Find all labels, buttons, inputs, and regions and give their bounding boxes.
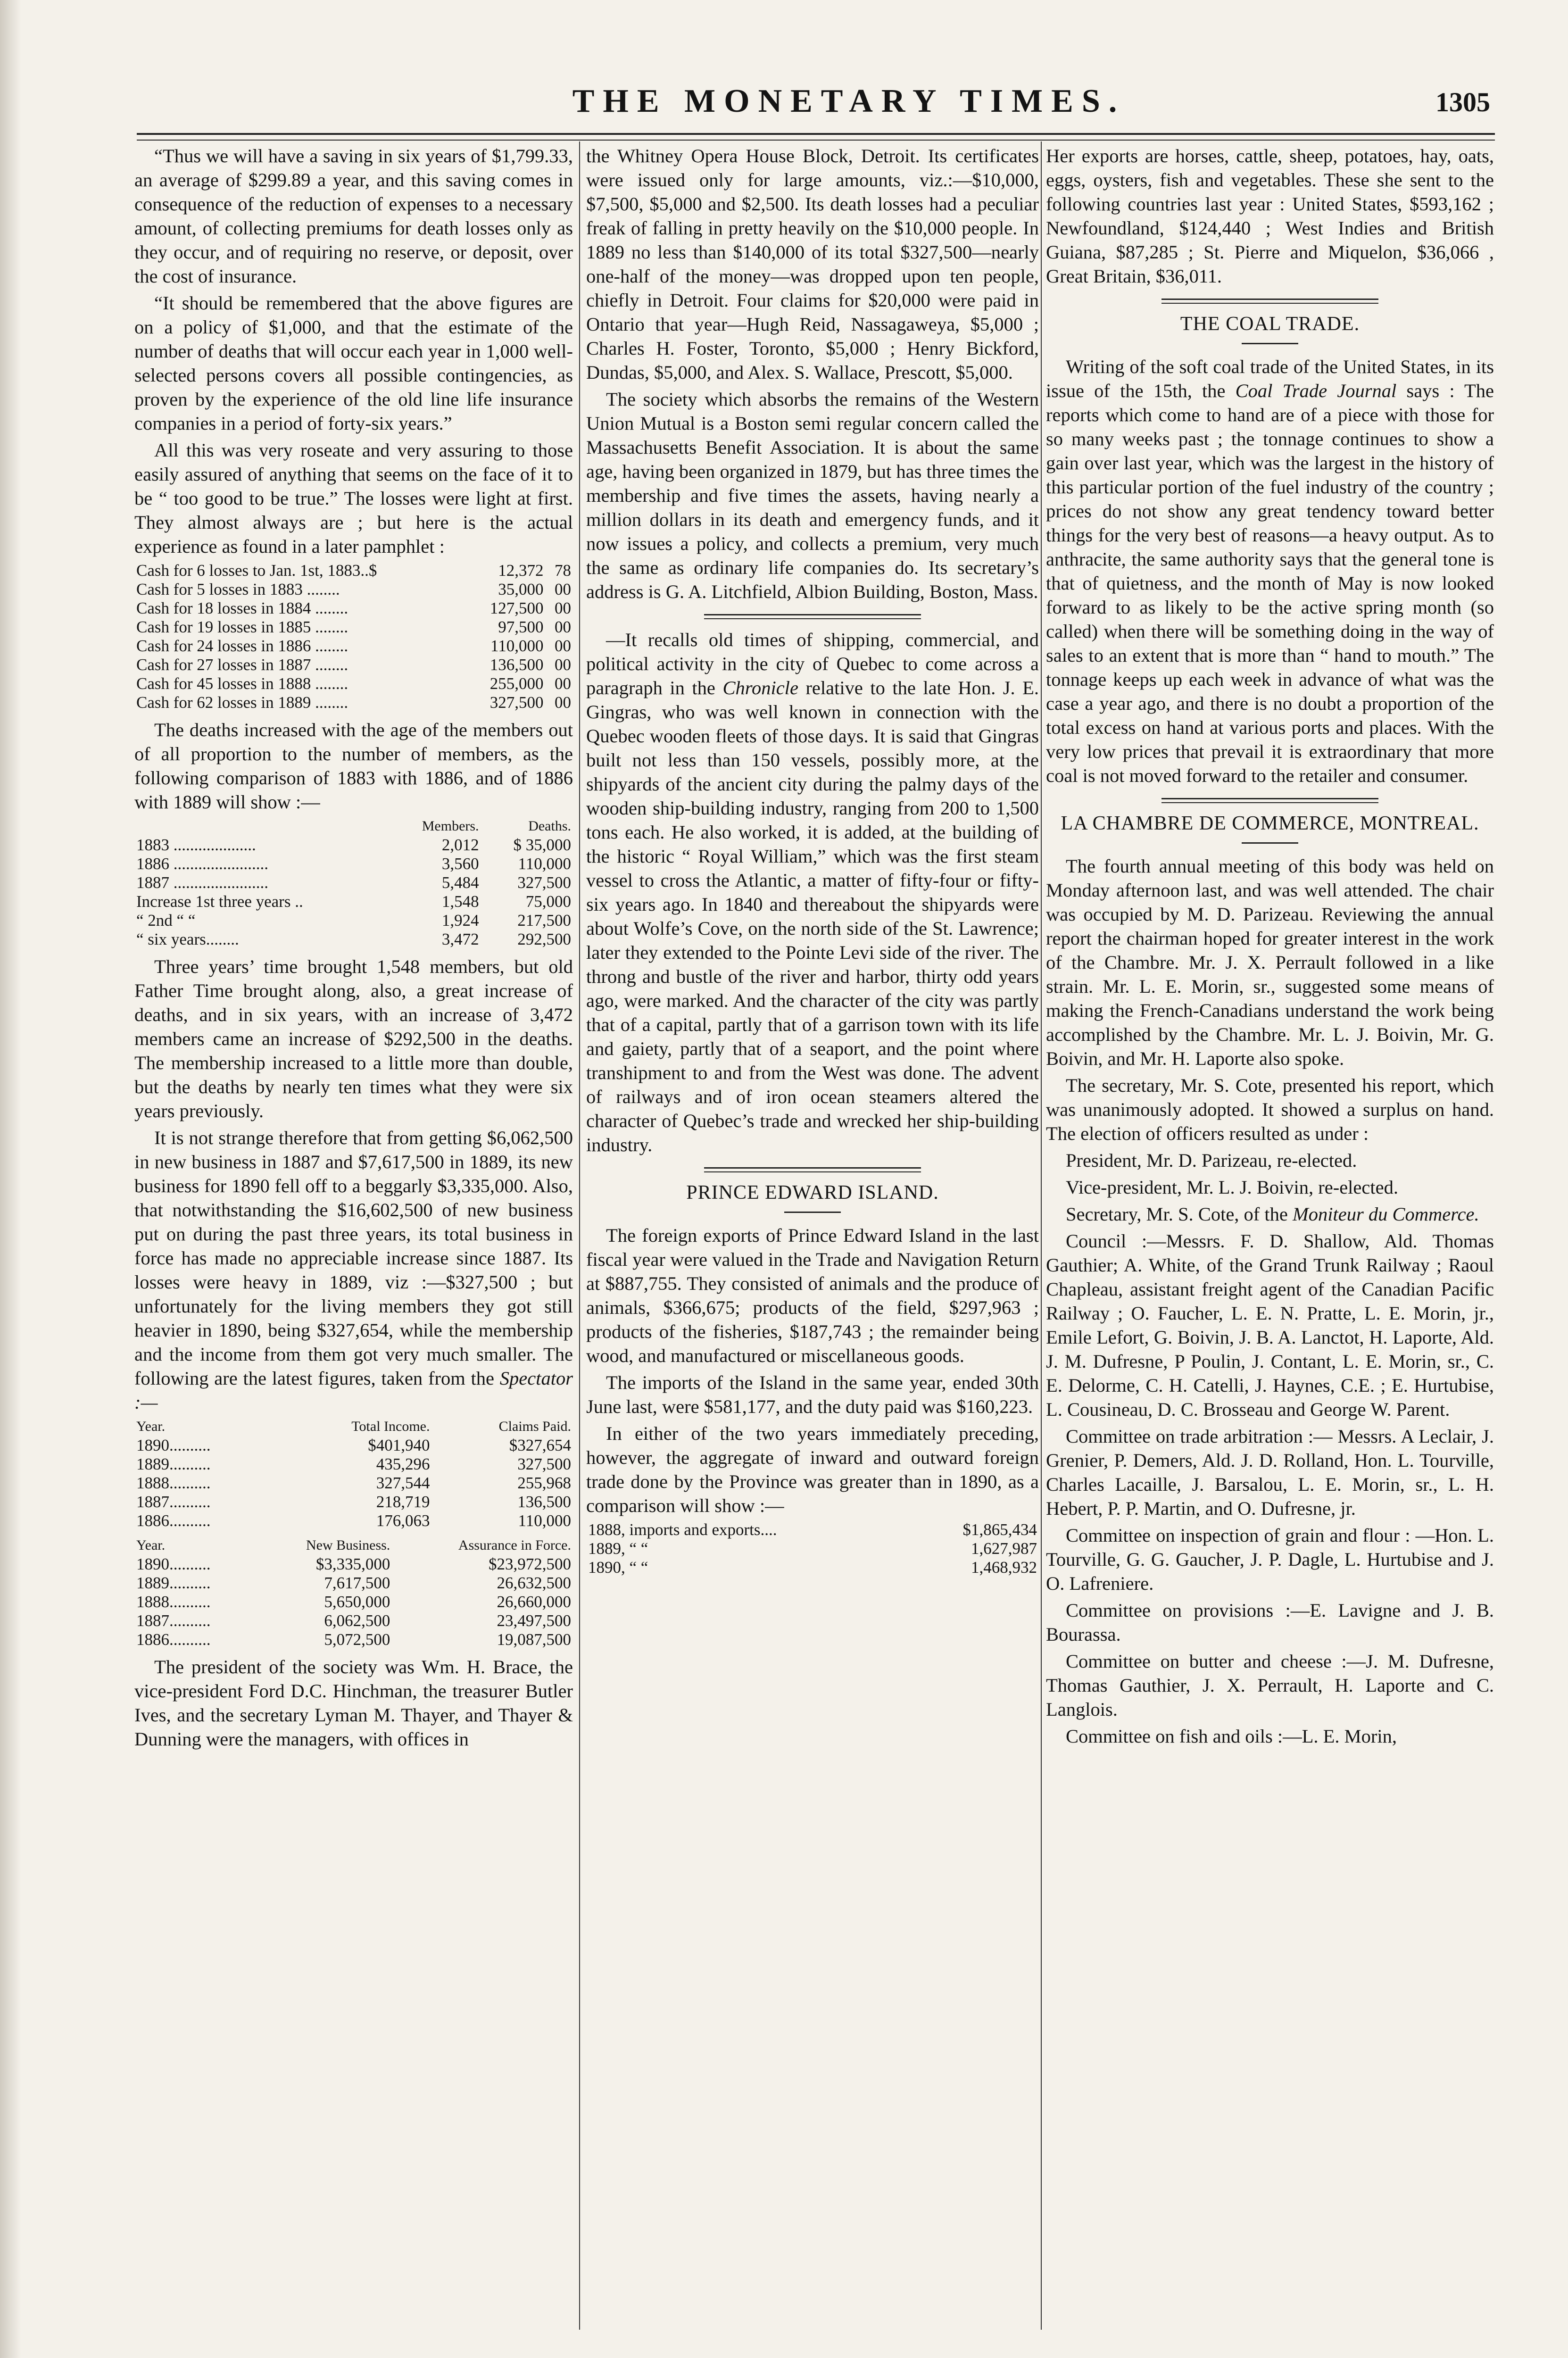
table-cell: 110,000 [518,855,571,873]
section-title: THE COAL TRADE. [1180,313,1360,335]
paragraph: The president of the society was Wm. H. Brace, the vice-president Ford D.C. Hinchman, the treasurer Butler Ives, and the secretary Lyman M. Thayer, and Thayer & Dunning were the managers, with offices in [134,1656,573,1750]
table-row [586,1539,1039,1558]
table-row [134,1436,573,1455]
header-rule [137,133,1495,141]
section-divider [1161,798,1378,803]
table-cell: $23,972,500 [489,1555,571,1573]
column-1 [134,144,573,1754]
table-row [134,1593,573,1611]
table-row [134,618,573,637]
column-header: Year. [136,1537,166,1553]
paragraph [134,1126,573,1414]
table-cell: 136,500 [489,656,544,674]
table-row [586,1558,1039,1577]
table-row [134,1511,573,1530]
section-title: LA CHAMBRE DE COMMERCE, MONTREAL. [1061,813,1479,834]
table-row [134,1611,573,1630]
table-cell: 327,500 [517,1455,571,1473]
table-cell: 1889, “ “ [588,1539,648,1558]
paragraph: “It should be remembered that the above figures are on a policy of $1,000, and that the estimate of the number of deaths that will occur each year in 1,000 well-selected persons covers all possible contingencies, as proven by the experience of the old line life insurance companies in a period of forty-six years.” [134,292,573,434]
column-header: New Business. [306,1537,390,1553]
paragraph-text: Writing of the soft coal trade of the United States, in its issue of the 15th, the [1046,356,1494,401]
table-cell: 1888, imports and exports.... [588,1520,777,1539]
table-cell: 1,548 [441,892,479,911]
table-cell: 00 [555,618,571,636]
paragraph: Committee on provisions :—E. Lavigne and J. B. Bourassa. [1046,1600,1494,1645]
table-row [134,911,573,930]
table-row [134,892,573,911]
table-cell: Cash for 19 losses in 1885 ........ [136,618,348,636]
table-cell: 35,000 [498,580,544,598]
column-header: Deaths. [528,818,571,834]
table-cell: 00 [555,637,571,655]
paragraph: Committee on butter and cheese :—J. M. Dufresne, Thomas Gauthier, J. X. Perrault, H. Laporte and C. Langlois. [1046,1651,1494,1720]
table-cell: 5,072,500 [324,1630,390,1649]
table-cell: 1889.......... [136,1574,211,1592]
table-cell: 1888.......... [136,1593,211,1611]
paragraph-text: It is not strange therefore that from getting $6,062,500 in new business in 1887 and $7,617,500 in 1889, its new business for 1890 fell off to a beggarly $3,335,000. Also, that notwithstanding the $16,602,500 of new business put on during the past three years, its total business in force has made no appreciable increase since 1887. Its losses were heavy in 1889, viz :—$327,500 ; but unfortunately for the living members they got still heavier in 1890, being $327,654, while the membership and the income from them got very much smaller. The following are the latest figures, taken from the [134,1127,573,1389]
column-header: Claims Paid. [498,1419,571,1434]
table-cell: 255,968 [517,1474,571,1492]
business-table [134,1536,573,1649]
paragraph [1046,355,1494,788]
paragraph: The foreign exports of Prince Edward Island in the last fiscal year were valued in the Trade and Navigation Return at $887,755. They consisted of animals and the produce of animals, $366,675; products of the field, $297,963 ; products of the fisheries, $187,743 ; the remainder being wood, and manufactured or miscellaneous goods. [586,1225,1039,1366]
table-row [134,599,573,618]
publication-name: Coal Trade Journal [1235,380,1397,401]
table-cell: 217,500 [517,911,571,930]
table-cell: 23,497,500 [497,1611,571,1630]
table-row [134,637,573,656]
table-cell: Cash for 18 losses in 1884 ........ [136,599,348,617]
table-row [134,693,573,712]
table-cell: 3,472 [441,930,479,948]
paragraph: Council :—Messrs. F. D. Shallow, Ald. Thomas Gauthier; A. White, of the Grand Trunk Railway ; Raoul Chapleau, assistant freight agent of the Canadian Pacific Railway ; O. Faucher, L. E. N. Pratte, L. E. Morin, jr., Emile Lefort, G. Boivin, J. B. A. Lanctot, H. Laporte, Ald. J. M. Dufresne, P Poulin, J. Contant, L. E. Morin, sr., C. E. Delorme, C. H. Catelli, J. Haynes, C.E. ; E. Hurtubise, L. Cousineau, D. C. Brosseau and George W. Parent. [1046,1230,1494,1420]
paragraph: Committee on trade arbitration :— Messrs. A Leclair, J. Grenier, P. Demers, Ald. J. D. Rolland, Hon. L. Tourville, Charles Lacaille, J. Barsalou, L. E. Morin, sr., L. H. Hebert, P. P. Martin, and O. Dufresne, jr. [1046,1426,1494,1519]
table-cell: 1890.......... [136,1555,211,1573]
paragraph: The fourth annual meeting of this body was held on Monday afternoon last, and was well attended. The chair was occupied by M. D. Parizeau. Reviewing the annual report the chairman hoped for greater interest in the work of the Chambre. Mr. J. X. Perrault followed in a like strain. Mr. L. E. Morin, sr., suggested some means of making the French-Canadians understand the work being accomplished by the Chambre. Mr. L. J. Boivin, Mr. G. Boivin, and Mr. H. Laporte also spoke. [1046,855,1494,1069]
table-cell: 26,660,000 [497,1593,571,1611]
title-rule [1242,842,1298,844]
table-cell: 00 [555,674,571,693]
column-header: Members. [422,818,479,834]
table-cell: 218,719 [376,1493,430,1511]
trade-table [586,1520,1039,1577]
paragraph: The society which absorbs the remains of the Western Union Mutual is a Boston semi regular concern called the Massachusetts Benefit Association. It is about the same age, having been organized in 1879, but has three times the membership and five times the assets, having nearly a million dollars in its death and emergency funds, and it now issues a policy, and collects a premium, very much the same as ordinary life companies do. Its secretary’s address is G. A. Litchfield, Albion Building, Boston, Mass. [586,389,1039,602]
paragraph: the Whitney Opera House Block, Detroit. Its certificates were issued only for large amounts, viz.:—$10,000, $7,500, $5,000 and $2,500. Its death losses had a peculiar freak of falling in pretty heavily on the $10,000 people. In 1889 no less than $140,000 of its total $327,500—nearly one-half of the money—was dropped upon ten people, chiefly in Detroit. Four claims for $20,000 were paid in Ontario that year—Hugh Reid, Nassagaweya, $5,000 ; Charles H. Foster, Toronto, $5,000 ; Henry Bickford, Dundas, $5,000, and Alex. S. Wallace, Prescott, $5,000. [586,145,1039,383]
paragraph-text: Secretary, Mr. S. Cote, of the [1066,1204,1288,1225]
paragraph: Vice-president, Mr. L. J. Boivin, re-elected. [1066,1177,1398,1198]
table-cell: 26,632,500 [497,1574,571,1592]
table-cell: $ 35,000 [513,836,571,854]
table-row [134,836,573,855]
table-cell: 1890, “ “ [588,1558,648,1577]
paragraph: All this was very roseate and very assuring to those easily assured of anything that seems on the face of it to be “ too good to be true.” The losses were light at first. They almost always are ; but here is the actual experience as found in a later pamphlet : [134,440,573,557]
table-cell: Cash for 62 losses in 1889 ........ [136,693,348,712]
table-cell: Cash for 5 losses in 1883 ........ [136,580,340,598]
table-row [134,1455,573,1474]
table-row [134,1574,573,1593]
table-row [134,674,573,693]
table-row [134,561,573,580]
table-row [134,1474,573,1493]
table-cell: 1888.......... [136,1474,211,1492]
table-cell: 1,627,987 [971,1539,1037,1558]
table-cell: 1883 .................... [136,836,256,854]
publication-name: Chronicle [722,677,798,698]
table-cell: 75,000 [525,892,571,911]
table-cell: 255,000 [489,674,544,693]
table-cell: 19,087,500 [497,1630,571,1649]
paragraph: In either of the two years immediately preceding, however, the aggregate of inward and outward foreign trade done by the Province was greater than in 1890, as a comparison will show :— [586,1423,1039,1516]
table-row [134,873,573,892]
table-row [134,1493,573,1511]
table-cell: “ 2nd “ “ [136,911,196,930]
paragraph: “Thus we will have a saving in six years of $1,799.33, an average of $299.89 a year, and this saving comes in consequence of the reduction of expenses to a necessary amount, of collecting premiums for death losses only as they occur, and of requiring no reserve, or deposit, over the cost of insurance. [134,145,573,287]
table-cell: 176,063 [376,1511,430,1530]
column-2 [586,144,1039,1583]
paragraph [586,628,1039,1157]
table-cell: 5,484 [441,873,479,892]
paragraph: The deaths increased with the age of the members out of all proportion to the number of members, as the following comparison of 1883 with 1886, and of 1886 with 1889 will show :— [134,719,573,813]
table-cell: 1886.......... [136,1630,211,1649]
members-deaths-table [134,817,573,949]
table-cell: 327,544 [376,1474,430,1492]
column-divider [1041,141,1042,2330]
table-cell: $1,865,434 [962,1520,1037,1539]
table-cell: 2,012 [441,836,479,854]
table-cell: 136,500 [517,1493,571,1511]
table-cell: 110,000 [490,637,544,655]
table-cell: $401,940 [368,1436,430,1454]
table-cell: “ six years........ [136,930,239,948]
table-cell: 1889.......... [136,1455,211,1473]
page-header [127,83,1509,130]
column-3 [1046,144,1494,1751]
table-row [134,855,573,873]
title-rule [1242,343,1298,344]
paragraph-text: —It recalls old times of shipping, commercial, and political activity in the city of Quebec to come across a paragraph in the [586,629,1039,698]
paragraph: Committee on inspection of grain and flour : —Hon. L. Tourville, G. G. Gaucher, J. P. Dagle, L. Hurtubise and J. O. Lafreniere. [1046,1525,1494,1594]
table-cell: 3,560 [441,855,479,873]
column-header: Year. [136,1419,166,1434]
paragraph: Three years’ time brought 1,548 members, but old Father Time brought along, also, a great increase of deaths, and in six years, with an increase of 3,472 members came an increase of $292,500 in the deaths. The membership increased to a little more than double, but the deaths by nearly ten times what they were six years previously. [134,956,573,1121]
paragraph-text: relative to the late Hon. J. E. Gingras, who was well known in connection with the Quebec wooden fleets of those days. It is said that Gingras built not less than 150 vessels, possibly more, at the shipyards of the ancient city during the palmy days of the wooden ship-building industry, ranging from 200 to 1,500 tons each. He also worked, it is added, at the building of the historic “ Royal William,” which was the first steam vessel to cross the Atlantic, a matter of fifty-four or fifty-six years ago. In 1840 and thereabout the shipyards were about Wolfe’s Cove, on the north side of the St. Lawrence; later they extended to the Pointe Levi side of the river. The throng and bustle of the river and harbor, thirty odd years ago, were marked. And the character of the city was partly that of a capital, partly that of a garrison town with its life and gaiety, partly that of a seaport, and the point where transhipment to and from the West was done. The advent of railways and of iron ocean steamers altered the character of Quebec’s trade and wrecked her ship-building industry. [586,677,1039,1155]
table-cell: Cash for 6 losses to Jan. 1st, 1883..$ [136,561,377,580]
table-cell: 00 [555,599,571,617]
paragraph: Committee on fish and oils :—L. E. Morin, [1066,1726,1397,1747]
table-row [134,656,573,674]
section-divider [704,1167,921,1172]
table-cell: 1890.......... [136,1436,211,1454]
section-title: PRINCE EDWARD ISLAND. [686,1182,939,1204]
column-header: Assurance in Force. [458,1537,571,1553]
table-cell: 435,296 [376,1455,430,1473]
page-number: 1305 [1435,87,1490,117]
table-row [134,580,573,599]
paragraph: The imports of the Island in the same year, ended 30th June last, were $581,177, and the duty paid was $160,223. [586,1372,1039,1417]
table-cell: Cash for 24 losses in 1886 ........ [136,637,348,655]
table-cell: $327,654 [509,1436,571,1454]
table-cell: 327,500 [489,693,544,712]
paragraph: The secretary, Mr. S. Cote, presented his report, which was unanimously adopted. It showed a surplus on hand. The election of officers resulted as under : [1046,1075,1494,1144]
table-cell: 327,500 [517,873,571,892]
table-cell: 5,650,000 [324,1593,390,1611]
paragraph [1046,1202,1494,1226]
table-row [586,1520,1039,1539]
table-cell: 12,372 [498,561,544,580]
table-cell: 110,000 [518,1511,571,1530]
table-row [134,1630,573,1649]
paragraph: President, Mr. D. Parizeau, re-elected. [1066,1150,1357,1171]
section-divider [1161,299,1378,304]
table-cell: 1887.......... [136,1611,211,1630]
table-cell: 00 [555,656,571,674]
table-cell: 00 [555,580,571,598]
paragraph: Her exports are horses, cattle, sheep, potatoes, hay, oats, eggs, oysters, fish and vegetables. These she sent to the following countries last year : United States, $593,162 ; Newfoundland, $124,440 ; West Indies and British Guiana, $87,285 ; St. Pierre and Miquelon, $36,066 , Great Britain, $36,011. [1046,145,1494,287]
table-cell: 97,500 [498,618,544,636]
losses-table [134,561,573,712]
table-cell: 1887.......... [136,1493,211,1511]
table-row [134,930,573,949]
table-cell: 00 [555,693,571,712]
title-rule [784,1212,841,1213]
table-cell: $3,335,000 [315,1555,390,1573]
page-edge-shadow [0,0,21,2358]
table-row [134,1555,573,1574]
table-cell: 1887 ....................... [136,873,268,892]
paragraph-text: says : The reports which come to hand are of a piece with those for so many weeks past ; the tonnage continues to show a gain over last year, which was the largest in the history of this particular portion of the fuel industry of the country ; prices do not show any great tendency toward better things for the very best of reasons—a heavy output. As to anthracite, the same authority says that the general tone is that of quietness, and the month of May is now looked forward to as likely to be the active spring month (so called) when there will be something doing in the way of sales to an extent that is more than “ hand to mouth.” The tonnage keeps up each week in advance of what was the case a year ago, and there is no doubt a proportion of the total excess on hand at various ports and places. With the very low prices that prevail it is extraordinary that more coal is not moved forward to the retailer and consumer. [1046,380,1494,786]
masthead: THE MONETARY TIMES. [572,83,1126,119]
column-header: Total Income. [351,1419,430,1434]
table-cell: 1886.......... [136,1511,211,1530]
table-cell: Cash for 45 losses in 1888 ........ [136,674,348,693]
table-cell: 127,500 [489,599,544,617]
table-cell: 292,500 [517,930,571,948]
income-table [134,1417,573,1530]
table-cell: 1886 ....................... [136,855,268,873]
table-cell: Cash for 27 losses in 1887 ........ [136,656,348,674]
table-cell: 78 [555,561,571,580]
table-cell: 7,617,500 [324,1574,390,1592]
publication-name: Moniteur du Commerce. [1293,1204,1479,1225]
table-cell: Increase 1st three years .. [136,892,303,911]
table-cell: 1,924 [441,911,479,930]
table-cell: 1,468,932 [971,1558,1037,1577]
section-divider [704,614,921,619]
column-divider [579,141,580,2330]
publication-name: Spectator :— [134,1368,573,1413]
table-cell: 6,062,500 [324,1611,390,1630]
